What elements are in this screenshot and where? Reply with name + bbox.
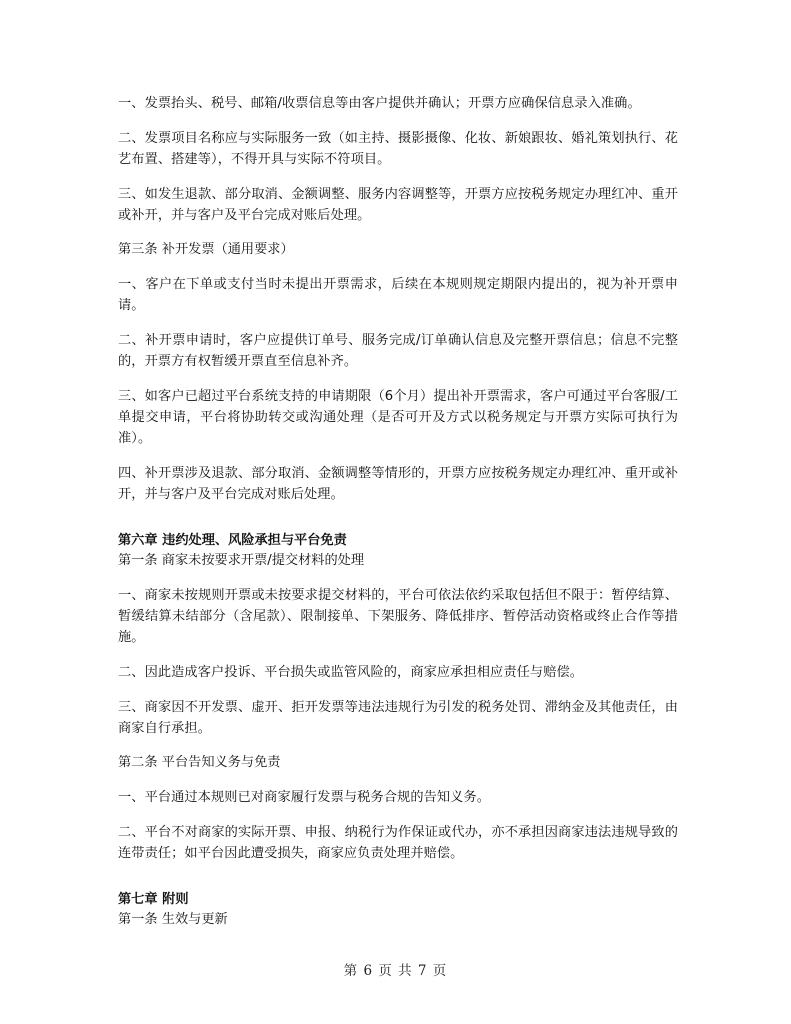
chapter-title: 第六章 违约处理、风险承担与平台免责	[118, 533, 347, 548]
paragraph: 一、发票抬头、税号、邮箱/收票信息等由客户提供并确认；开票方应确保信息录入准确。	[118, 96, 641, 111]
chapter-heading-block	[118, 531, 678, 571]
article-title: 第一条 商家未按要求开票/提交材料的处理	[118, 553, 365, 568]
paragraph: 二、发票项目名称应与实际服务一致（如主持、摄影摄像、化妆、新娘跟妆、婚礼策划执行、花艺布置、搭建等），不得开具与实际不符项目。	[118, 131, 678, 167]
paragraph: 一、商家未按规则开票或未按要求提交材料的，平台可依法依约采取包括但不限于：暂停结算、暂缓结算未结部分（含尾款）、限制接单、下架服务、降低排序、暂停活动资格或终止合作等措施。	[118, 588, 678, 645]
paragraph: 三、商家因不开发票、虚开、拒开发票等违法违规行为引发的税务处罚、滞纳金及其他责任，由商家自行承担。	[118, 700, 678, 736]
article-title: 第一条 生效与更新	[118, 912, 228, 927]
article-title: 第二条 平台告知义务与免责	[118, 755, 281, 770]
chapter-title: 第七章 附则	[118, 892, 189, 907]
article-title: 第三条 补开发票（通用要求）	[118, 242, 294, 257]
paragraph: 二、平台不对商家的实际开票、申报、纳税行为作保证或代办，亦不承担因商家违法违规导致的连带责任；如平台因此遭受损失，商家应负责处理并赔偿。	[118, 825, 678, 861]
paragraph: 四、补开票涉及退款、部分取消、金额调整等情形的，开票方应按税务规定办理红冲、重开或补开，并与客户及平台完成对账后处理。	[118, 466, 678, 502]
paragraph: 一、客户在下单或支付当时未提出开票需求，后续在本规则规定期限内提出的，视为补开票申请。	[118, 277, 678, 313]
paragraph: 三、如客户已超过平台系统支持的申请期限（6个月）提出补开票需求，客户可通过平台客服/工单提交申请，平台将协助转交或沟通处理（是否可开及方式以税务规定与开票方实际可执行为准）。	[118, 389, 678, 446]
paragraph: 二、因此造成客户投诉、平台损失或监管风险的，商家应承担相应责任与赔偿。	[118, 665, 584, 680]
paragraph: 二、补开票申请时，客户应提供订单号、服务完成/订单确认信息及完整开票信息；信息不完整的，开票方有权暂缓开票直至信息补齐。	[118, 333, 678, 369]
paragraph: 一、平台通过本规则已对商家履行发票与税务合规的告知义务。	[118, 790, 491, 805]
page-number-footer: 第 6 页 共 7 页	[343, 963, 448, 979]
chapter-heading-block	[118, 890, 678, 930]
paragraph: 三、如发生退款、部分取消、金额调整、服务内容调整等，开票方应按税务规定办理红冲、重开或补开，并与客户及平台完成对账后处理。	[118, 187, 678, 223]
document-page	[118, 93, 678, 944]
